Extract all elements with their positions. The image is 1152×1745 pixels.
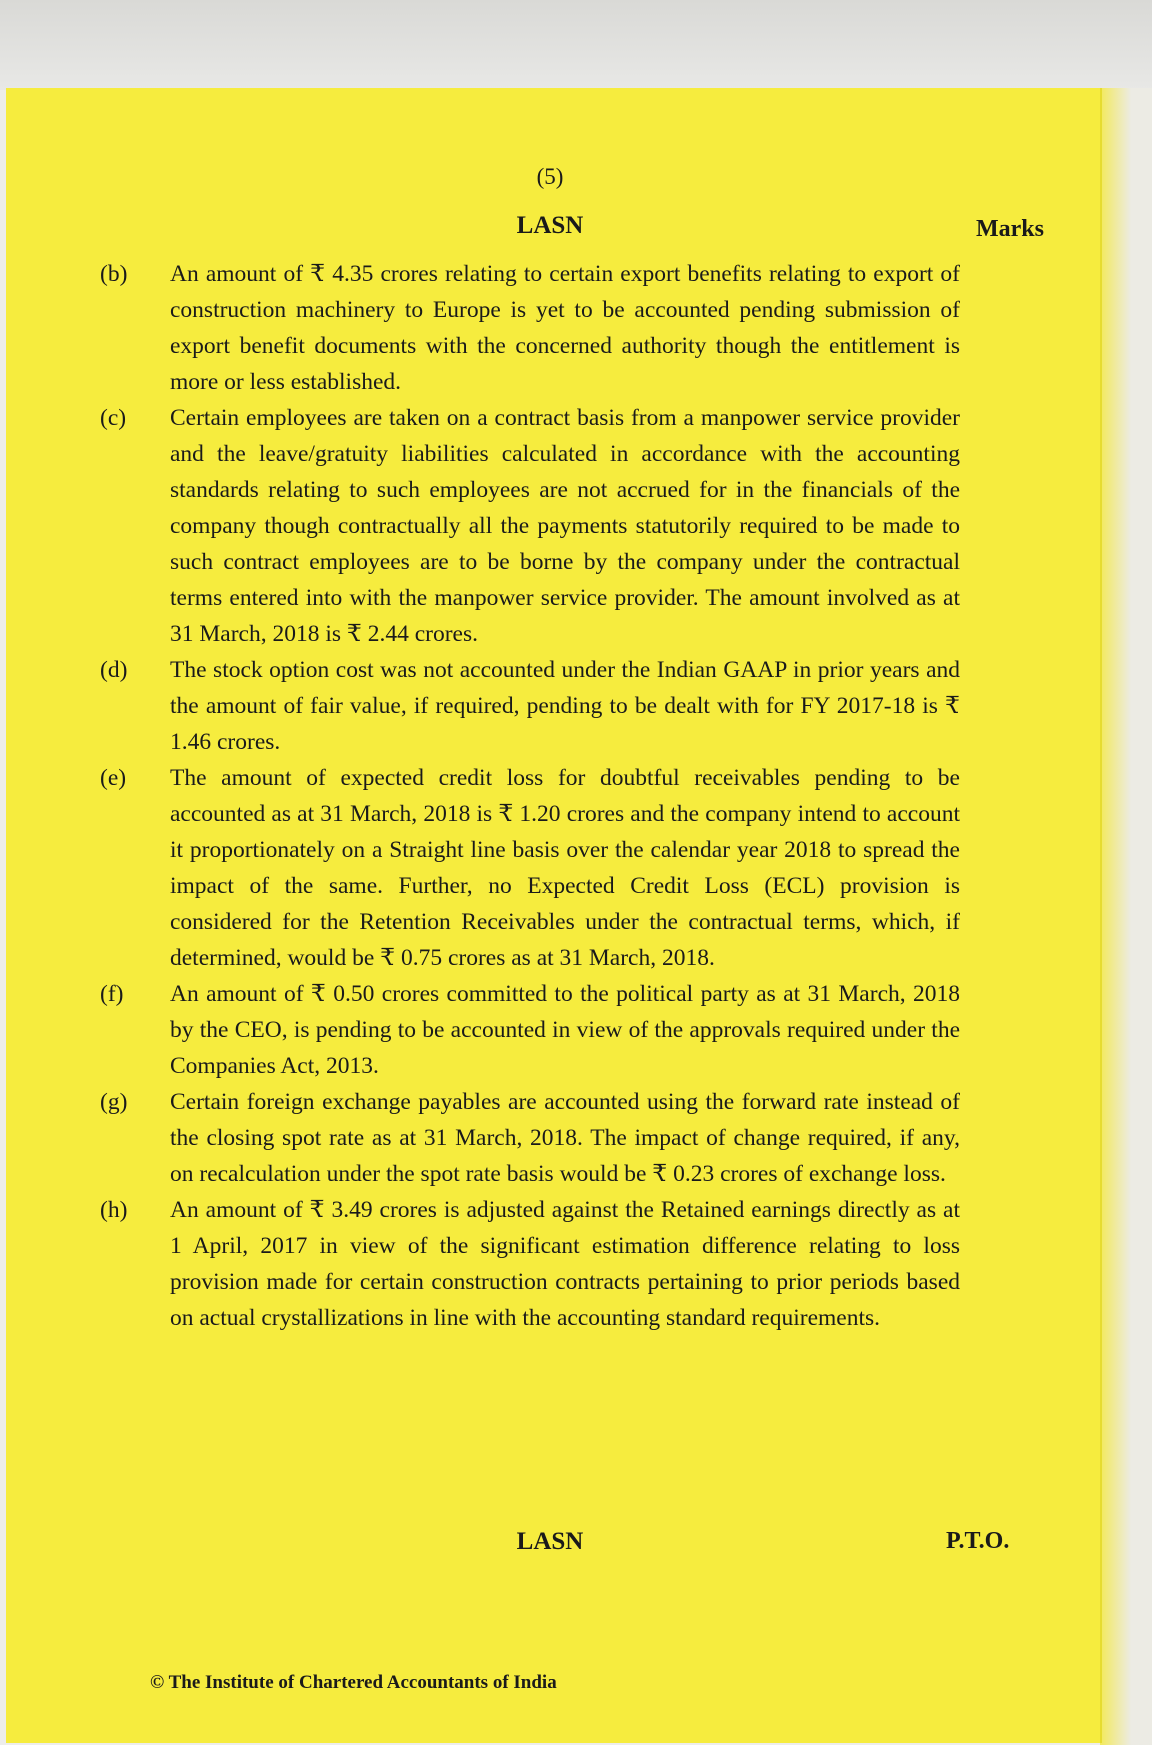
item-label: (b) xyxy=(100,261,128,287)
list-item xyxy=(100,400,960,652)
item-text: An amount of ₹ 0.50 crores committed to the political party as at 31 March, 2018 by the CEO, is pending to be accounted in view of the approvals required under the Companies Act, 2013. xyxy=(170,981,960,1079)
item-text: The stock option cost was not accounted under the Indian GAAP in prior years and the amount of fair value, if required, pending to be dealt with for FY 2017-18 is ₹ 1.46 crores. xyxy=(170,657,960,755)
item-label: (d) xyxy=(100,657,128,683)
item-text: Certain foreign exchange payables are accounted using the forward rate instead of the closing spot rate as at 31 March, 2018. The impact of change required, if any, on recalculation under the spot rate basis would be ₹ 0.23 crores of exchange loss. xyxy=(170,1089,960,1187)
item-label: (e) xyxy=(100,765,127,791)
scan-top-margin xyxy=(0,0,1152,90)
list-item xyxy=(100,1084,960,1192)
list-item xyxy=(100,1192,960,1336)
list-item xyxy=(100,256,960,400)
item-label: (h) xyxy=(100,1197,128,1223)
item-text: Certain employees are taken on a contract basis from a manpower service provider and the leave/gratuity liabilities calculated in accordance with the accounting standards relating to such employees are not accrued for in the financials of the company though contractually all the payments statutorily required to be made to such contract employees are to be borne by the company under the contractual terms entered into with the manpower service provider. The amount involved as at 31 March, 2018 is ₹ 2.44 crores. xyxy=(170,405,960,647)
paper-code-header: LASN xyxy=(516,212,584,239)
paper-code-footer: LASN xyxy=(516,1528,584,1555)
page-number: (5) xyxy=(536,164,564,189)
item-text: An amount of ₹ 4.35 crores relating to certain export benefits relating to export of construction machinery to Europe is yet to be accounted pending submission of export benefit documents with the concerned authority though the entitlement is more or less established. xyxy=(170,261,960,395)
list-item xyxy=(100,976,960,1084)
please-turn-over: P.T.O. xyxy=(946,1528,1010,1554)
copyright-notice: © The Institute of Chartered Accountants of India xyxy=(150,1672,557,1693)
item-label: (c) xyxy=(100,405,127,431)
list-item xyxy=(100,652,960,760)
list-item xyxy=(100,760,960,976)
item-text: An amount of ₹ 3.49 crores is adjusted against the Retained earnings directly as at 1 April, 2017 in view of the significant estimation difference relating to loss provision made for certain construction contracts pertaining to prior periods based on actual crystallizations in line with the accounting standard requirements. xyxy=(170,1197,960,1331)
marks-column-heading: Marks xyxy=(976,216,1044,242)
question-items xyxy=(100,256,960,1336)
item-text: The amount of expected credit loss for doubtful receivables pending to be accounted as at 31 March, 2018 is ₹ 1.20 crores and the company intend to account it proportionately on a Straight line basis over the calendar year 2018 to spread the impact of the same. Further, no Expected Credit Loss (ECL) provision is considered for the Retention Receivables under the contractual terms, which, if determined, would be ₹ 0.75 crores as at 31 March, 2018. xyxy=(170,765,960,971)
item-label: (f) xyxy=(100,981,124,1007)
item-label: (g) xyxy=(100,1089,128,1115)
scan-right-margin xyxy=(1100,88,1152,1745)
